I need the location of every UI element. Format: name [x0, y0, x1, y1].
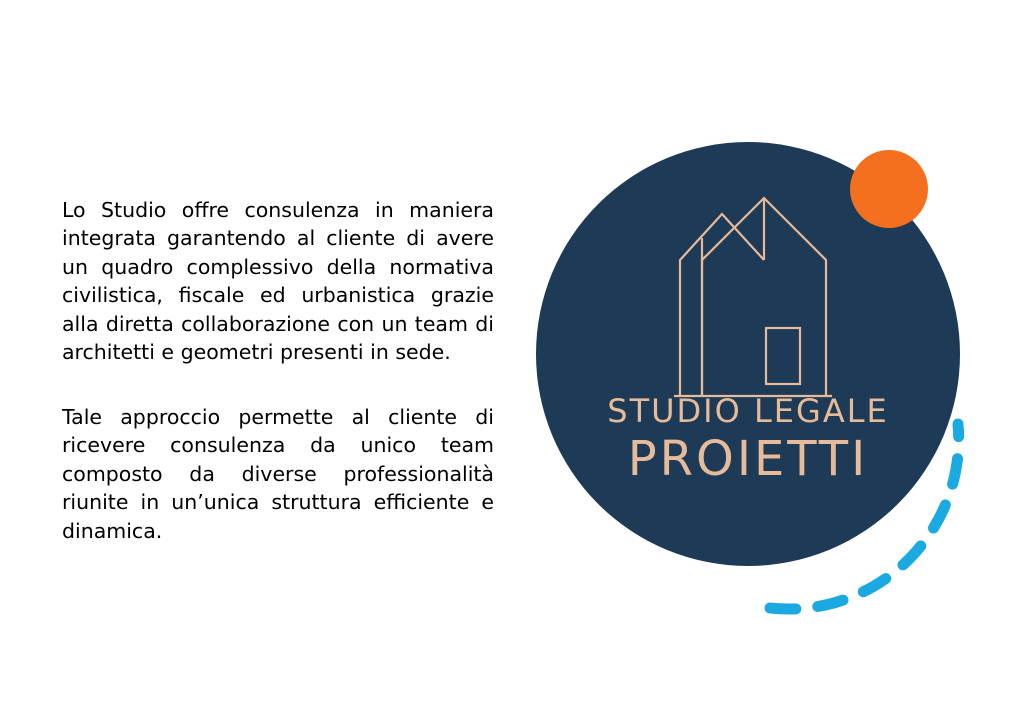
brand-line-2: PROIETTI [627, 430, 869, 487]
house-outline-icon [660, 168, 840, 398]
brand-line-1: STUDIO LEGALE [607, 392, 889, 430]
paragraph-intro: Lo Studio offre consulenza in maniera integrata garantendo al cliente di avere un quadro complessivo della normativa civilistica, fiscale ed urbanistica grazie alla diretta collaborazione con un team di architetti e geometri presenti in sede. [62, 198, 494, 365]
brand-lockup [536, 392, 960, 487]
accent-dot-icon [850, 150, 928, 228]
body-text-column [62, 196, 494, 545]
paragraph-approach: Tale approccio permette al cliente di ricevere consulenza da unico team composto da diverse professionalità riunite in un’unica struttura efficiente e dinamica. [62, 404, 494, 543]
logo-composition [520, 130, 990, 610]
